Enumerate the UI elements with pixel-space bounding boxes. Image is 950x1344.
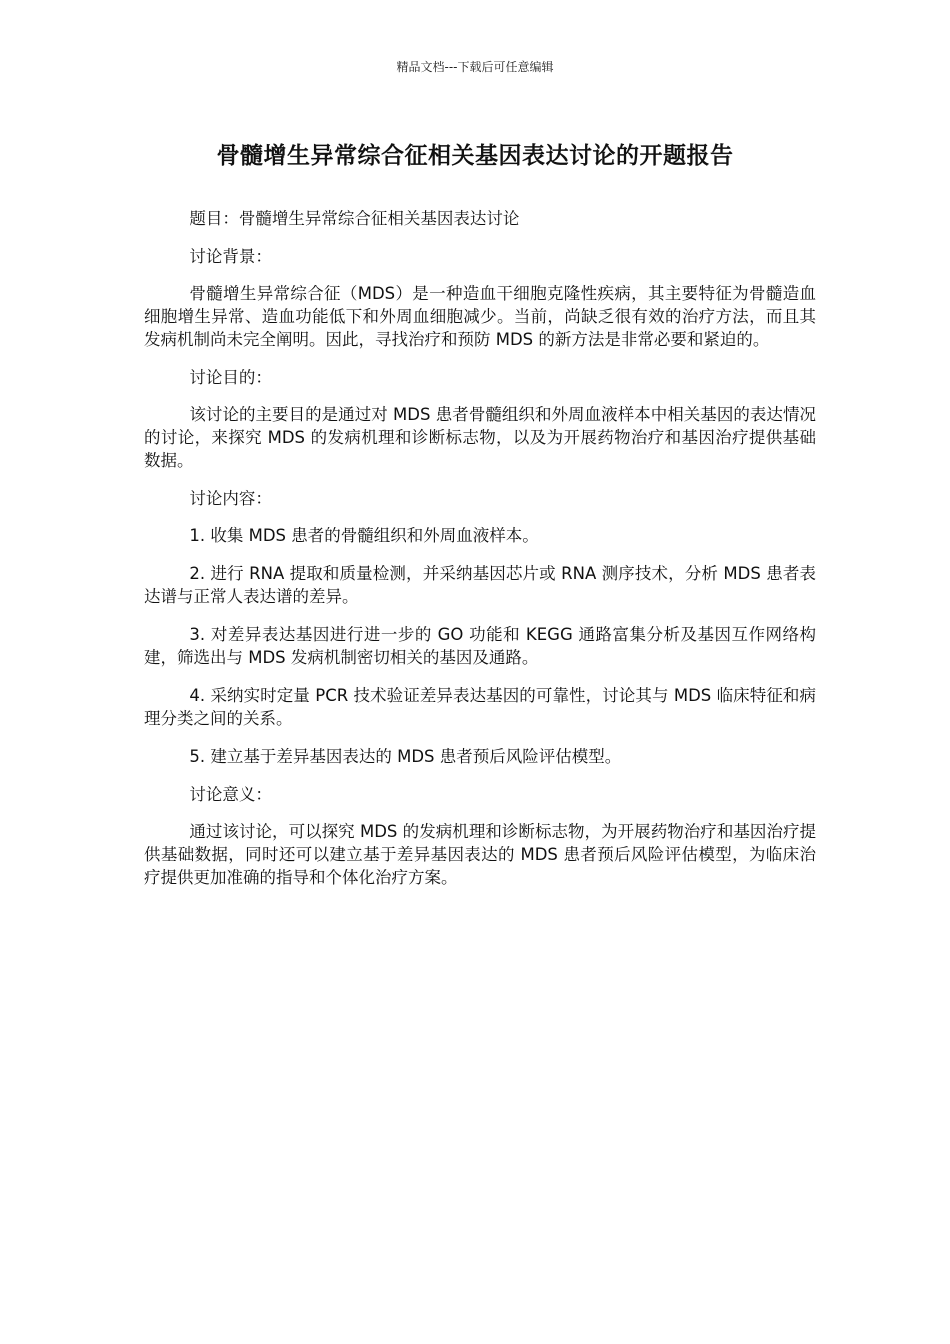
section-heading-significance: 讨论意义：	[189, 785, 272, 804]
list-item-1: 1. 收集 MDS 患者的骨髓组织和外周血液样本。	[189, 526, 539, 545]
paragraph-significance: 通过该讨论，可以探究 MDS 的发病机理和诊断标志物，为开展药物治疗和基因治疗提供基础数据，同时还可以建立基于差异基因表达的 MDS 患者预后风险评估模型，为临床治疗提供更加准确的指导和个体化治疗方案。	[144, 822, 816, 887]
list-item-5: 5. 建立基于差异基因表达的 MDS 患者预后风险评估模型。	[189, 747, 622, 766]
list-item-3: 3. 对差异表达基因进行进一步的 GO 功能和 KEGG 通路富集分析及基因互作网络构建，筛选出与 MDS 发病机制密切相关的基因及通路。	[144, 625, 816, 667]
list-item-2: 2. 进行 RNA 提取和质量检测，并采纳基因芯片或 RNA 测序技术，分析 MDS 患者表达谱与正常人表达谱的差异。	[144, 564, 816, 606]
page-header-text: 精品文档---下载后可任意编辑	[396, 60, 554, 74]
section-heading-content: 讨论内容：	[189, 489, 272, 508]
paragraph-purpose: 该讨论的主要目的是通过对 MDS 患者骨髓组织和外周血液样本中相关基因的表达情况的讨论，来探究 MDS 的发病机理和诊断标志物，以及为开展药物治疗和基因治疗提供基础数据。	[144, 405, 816, 470]
section-heading-background: 讨论背景：	[189, 247, 272, 266]
paragraph-topic: 题目：骨髓增生异常综合征相关基因表达讨论	[189, 209, 520, 228]
section-heading-purpose: 讨论目的：	[189, 368, 272, 387]
document-body	[144, 207, 816, 904]
paragraph-background: 骨髓增生异常综合征（MDS）是一种造血干细胞克隆性疾病，其主要特征为骨髓造血细胞增生异常、造血功能低下和外周血细胞减少。当前，尚缺乏很有效的治疗方法，而且其发病机制尚未完全阐明。因此，寻找治疗和预防 MDS 的新方法是非常必要和紧迫的。	[144, 284, 816, 349]
document-title: 骨髓增生异常综合征相关基因表达讨论的开题报告	[216, 143, 734, 169]
list-item-4: 4. 采纳实时定量 PCR 技术验证差异表达基因的可靠性，讨论其与 MDS 临床特征和病理分类之间的关系。	[144, 686, 816, 728]
